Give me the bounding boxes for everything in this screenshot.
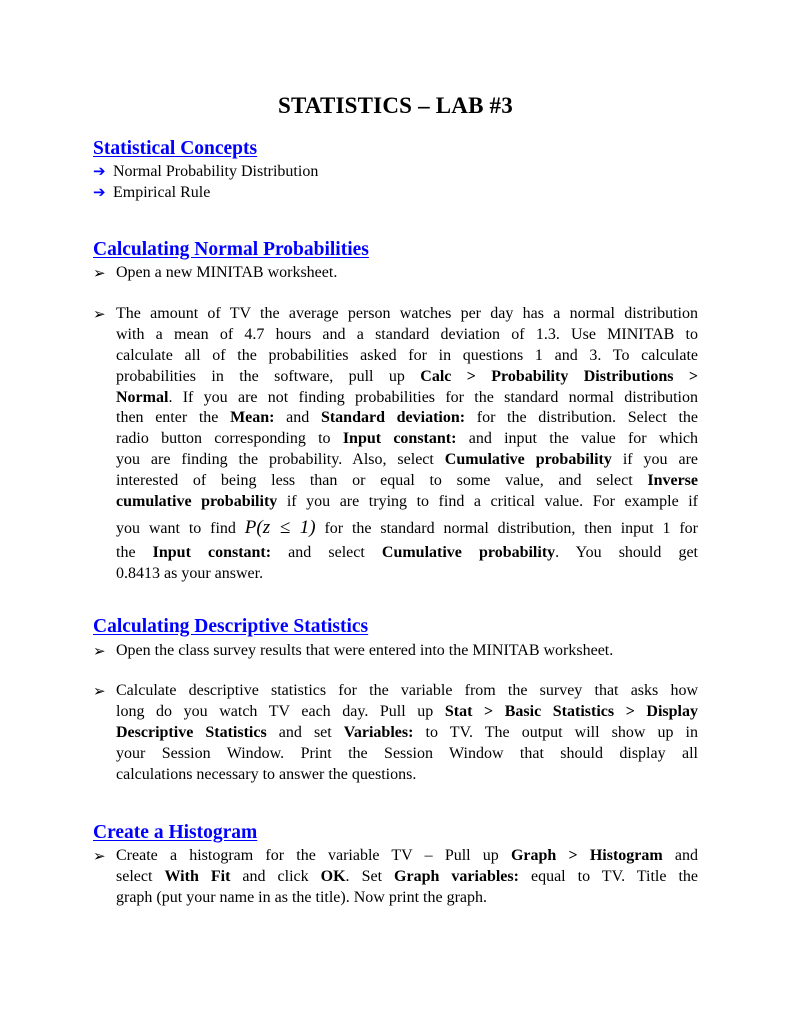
arrowhead-bullet-icon: ➢	[93, 847, 106, 865]
concept-item: ➔ Normal Probability Distribution	[93, 162, 319, 180]
text-line: you want to find P(z ≤ 1) for the standard normal distribution, then input 1 for	[116, 516, 698, 538]
text-line: with a mean of 4.7 hours and a standard deviation of 1.3. Use MINITAB to	[116, 325, 698, 343]
normal-step-open-worksheet: Open a new MINITAB worksheet.	[116, 264, 338, 281]
text-line: then enter the Mean: and Standard deviation: for the distribution. Select the	[116, 409, 699, 427]
heading-normal-probabilities: Calculating Normal Probabilities	[93, 239, 369, 260]
text-line: your Session Window. Print the Session Window that should display all	[116, 744, 698, 762]
text-line: Normal. If you are not finding probabilities for the standard normal distribution	[116, 388, 698, 406]
right-arrow-icon: ➔	[93, 162, 106, 180]
concept-item: ➔ Empirical Rule	[93, 183, 211, 201]
arrowhead-bullet-icon: ➢	[93, 682, 106, 700]
text-line: select With Fit and click OK. Set Graph variables: equal to TV. Title the	[116, 867, 699, 885]
descriptive-instructions-paragraph	[116, 681, 698, 785]
heading-create-histogram: Create a Histogram	[93, 822, 258, 843]
text-line: long do you watch TV each day. Pull up Stat > Basic Statistics > Display	[116, 702, 698, 720]
text-line: Descriptive Statistics and set Variables: to TV. The output will show up in	[116, 723, 699, 741]
heading-descriptive-statistics: Calculating Descriptive Statistics	[93, 616, 369, 637]
text-line: calculations necessary to answer the questions.	[116, 765, 417, 783]
heading-statistical-concepts: Statistical Concepts	[93, 138, 258, 159]
text-line: graph (put your name in as the title). Now print the graph.	[116, 888, 488, 906]
text-line: cumulative probability if you are trying to find a critical value. For example if	[116, 493, 699, 511]
text-line: probabilities in the software, pull up Calc > Probability Distributions >	[116, 367, 699, 385]
text-line: Create a histogram for the variable TV – Pull up Graph > Histogram and	[116, 847, 698, 864]
math-expression: P(z ≤ 1)	[244, 516, 316, 538]
text-line: 0.8413 as your answer.	[116, 564, 264, 582]
arrowhead-bullet-icon: ➢	[93, 642, 106, 660]
histogram-instructions-paragraph	[116, 846, 698, 909]
text-line: the Input constant: and select Cumulative probability. You should get	[116, 543, 699, 561]
text-line: calculate all of the probabilities asked for in questions 1 and 3. To calculate	[116, 346, 698, 364]
text-line: radio button corresponding to Input constant: and input the value for which	[116, 430, 699, 448]
text-line: interested of being less than or equal to some value, and select Inverse	[116, 472, 698, 490]
right-arrow-icon: ➔	[93, 183, 106, 201]
text-line: Calculate descriptive statistics for the variable from the survey that asks how	[116, 682, 698, 699]
text-line: The amount of TV the average person watches per day has a normal distribution	[116, 305, 698, 322]
normal-instructions-paragraph	[116, 304, 698, 585]
descriptive-step-open-survey: Open the class survey results that were entered into the MINITAB worksheet.	[116, 642, 614, 659]
text-line: you are finding the probability. Also, select Cumulative probability if you are	[116, 451, 698, 469]
page-title: STATISTICS – LAB #3	[278, 93, 513, 118]
arrowhead-bullet-icon: ➢	[93, 305, 106, 323]
arrowhead-bullet-icon: ➢	[93, 264, 106, 282]
